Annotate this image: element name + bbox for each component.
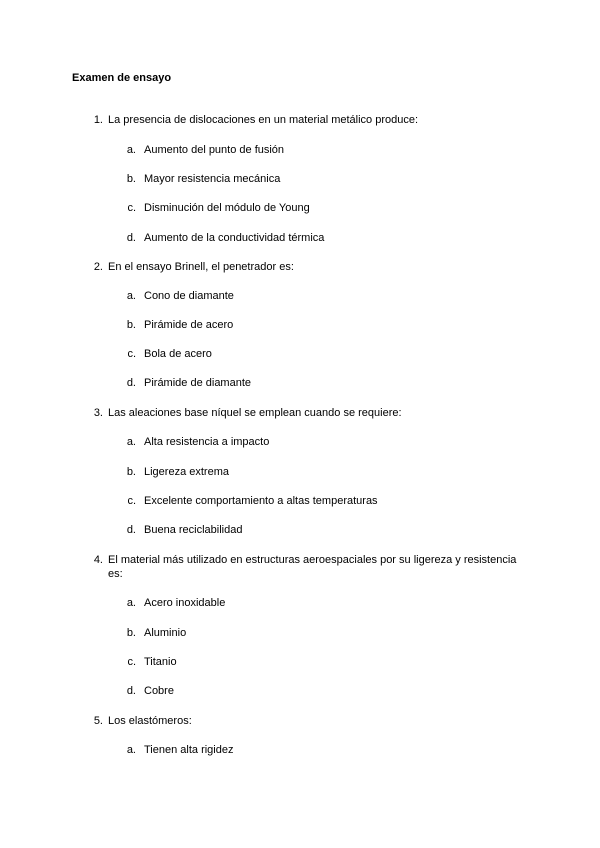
question-2-option-a [0, 289, 600, 303]
question-2-option-d [0, 376, 600, 390]
question-3-option-a [0, 435, 600, 449]
option-text: Aumento de la conductividad térmica [144, 232, 325, 244]
option-text: Acero inoxidable [144, 597, 226, 609]
option-letter: d. [126, 232, 136, 244]
question-text: Los elastómeros: [108, 715, 192, 727]
option-text: Buena reciclabilidad [144, 524, 243, 536]
option-letter: b. [126, 173, 136, 185]
question-2-option-b [0, 318, 600, 332]
option-letter: d. [126, 377, 136, 389]
question-5-option-a [0, 743, 600, 757]
question-text: Las aleaciones base níquel se emplean cuando se requiere: [108, 407, 402, 419]
option-text: Cobre [144, 685, 174, 697]
option-letter: c. [127, 202, 136, 214]
option-letter: a. [126, 744, 136, 756]
question-3-option-d [0, 523, 600, 537]
option-text: Cono de diamante [144, 290, 234, 302]
option-letter: a. [126, 144, 136, 156]
option-letter: c. [127, 656, 136, 668]
option-text: Aumento del punto de fusión [144, 144, 285, 156]
option-letter: b. [126, 627, 136, 639]
question-3-option-c [0, 494, 600, 508]
question-4-option-c [0, 655, 600, 669]
option-letter: a. [126, 290, 136, 302]
option-text: Bola de acero [144, 348, 212, 360]
question-number: 3. [93, 407, 103, 419]
question-text: En el ensayo Brinell, el penetrador es: [108, 261, 294, 273]
option-letter: c. [127, 348, 136, 360]
question-number: 5. [93, 715, 103, 727]
question-number: 2. [93, 261, 103, 273]
question-number: 4. [93, 554, 103, 566]
option-text: Ligereza extrema [144, 466, 229, 478]
option-letter: c. [127, 495, 136, 507]
question-1-option-d [0, 231, 600, 245]
question-text: El material más utilizado en estructuras aeroespaciales por su ligereza y resistencia es: [108, 554, 517, 580]
option-text: Pirámide de diamante [144, 377, 252, 389]
option-text: Mayor resistencia mecánica [144, 173, 281, 185]
question-4-option-a [0, 596, 600, 610]
option-text: Disminución del módulo de Young [144, 202, 310, 214]
option-text: Aluminio [144, 627, 187, 639]
question-2-option-c [0, 347, 600, 361]
option-letter: a. [126, 436, 136, 448]
option-text: Tienen alta rigidez [144, 744, 234, 756]
question-4-option-b [0, 626, 600, 640]
option-letter: a. [126, 597, 136, 609]
option-letter: d. [126, 685, 136, 697]
question-4-option-d [0, 684, 600, 698]
page-title: Examen de ensayo [72, 72, 172, 84]
option-text: Pirámide de acero [144, 319, 234, 331]
option-letter: b. [126, 466, 136, 478]
option-text: Excelente comportamiento a altas temperaturas [144, 495, 378, 507]
option-letter: b. [126, 319, 136, 331]
question-text: La presencia de dislocaciones en un material metálico produce: [108, 114, 419, 126]
question-1-option-c [0, 201, 600, 215]
question-number: 1. [93, 114, 103, 126]
option-letter: d. [126, 524, 136, 536]
option-text: Titanio [144, 656, 177, 668]
question-3-option-b [0, 465, 600, 479]
question-1-option-a [0, 143, 600, 157]
option-text: Alta resistencia a impacto [144, 436, 270, 448]
question-1-option-b [0, 172, 600, 186]
